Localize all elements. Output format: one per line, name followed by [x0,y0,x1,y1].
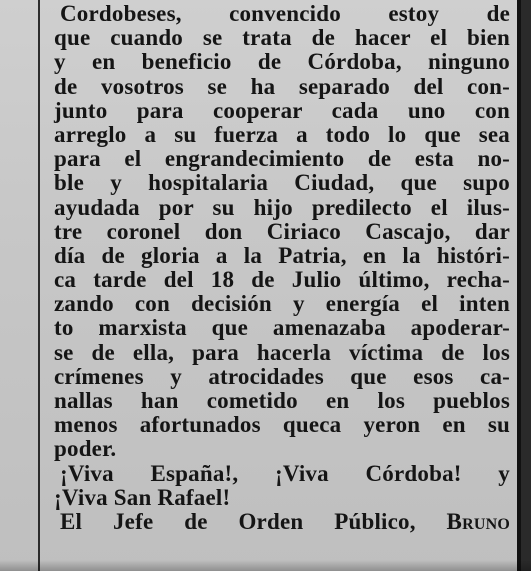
article-line: para el engrandecimiento de esta no- [54,146,510,172]
article-text [54,2,510,534]
article-line: junto para cooperar cada uno con [54,97,510,123]
article-line: tre coronel don Ciriaco Cascajo, dar [54,218,510,244]
article-line: ble y hospitalaria Ciudad, que supo [54,170,510,196]
article-line: nallas han cometido en los pueblos [54,388,510,413]
cheer-line: ¡Viva San Rafael! [54,484,231,510]
article-line: ca tarde del 18 de Julio último, recha- [54,267,510,293]
article-line: día de gloria a la Patria, en la históri- [54,242,510,268]
article-line: ayudada por su hijo predilecto el ilus- [54,194,510,220]
signature-title: El Jefe de Orden Público, [60,508,416,534]
cheer-line: ¡Viva España!, ¡Viva Córdoba! y [60,460,510,486]
article-line: y en beneficio de Córdoba, ninguno [54,49,510,75]
article-line: Cordobeses, convencido estoy de [60,1,510,26]
signature-name: Bruno [446,508,510,534]
bottom-shadow [0,560,531,571]
article-line: crímenes y atrocidades que esos ca- [54,363,510,389]
article-line: zando con decisión y energía el inten [54,291,510,317]
right-margin [521,0,531,571]
article-line: arreglo a su fuerza a todo lo que sea [54,121,510,147]
article-line: de vosotros se ha separado del con- [54,73,510,99]
article-line: que cuando se trata de hacer el bien [54,25,510,51]
signature-line [54,510,510,534]
left-column-rule [38,0,40,571]
article-line: to marxista que amenazaba apoderar- [54,315,510,341]
article-line: se de ella, para hacerla víctima de los [54,339,510,365]
article-line: menos afortunados queca yeron en su [54,412,510,438]
article-line: poder. [54,436,117,462]
